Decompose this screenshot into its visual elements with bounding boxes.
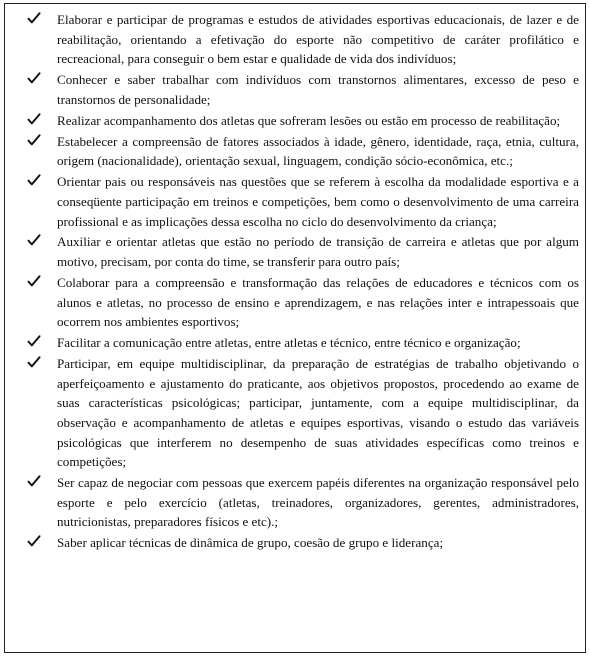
list-item: [5, 273, 585, 332]
checkmark-icon: [27, 71, 41, 85]
list-item: [5, 132, 585, 171]
list-item: [5, 333, 585, 353]
checkmark-icon: [27, 355, 41, 369]
checkmark-icon: [27, 11, 41, 25]
list-item: [5, 70, 585, 109]
list-item: [5, 354, 585, 472]
checkmark-icon: [27, 173, 41, 187]
list-item: [5, 473, 585, 532]
list-item: [5, 10, 585, 69]
list-item-text: Colaborar para a compreensão e transformação das relações de educadores e técnicos com os alunos e atletas, no processo de ensino e aprendizagem, e nas relações inter e intrapessoais que ocorrem nos ambientes esportivos;: [57, 275, 579, 330]
checkmark-icon: [27, 112, 41, 126]
list-item: [5, 172, 585, 231]
list-item-text: Participar, em equipe multidisciplinar, da preparação de estratégias de trabalho objetivando o aperfeiçoamento e ajustamento do praticante, aos objetivos propostos, procedendo ao exame de suas características psicológicas; participar, juntamente, com a equipe multidisciplinar, da observação e acompanhamento de atletas e equipes esportivas, visando o estudo das variáveis psicológicas que interferem no desempenho de suas atividades específicas como treinos e competições;: [57, 356, 579, 470]
list-item-text: Facilitar a comunicação entre atletas, entre atletas e técnico, entre técnico e organização;: [57, 335, 521, 351]
checkmark-icon: [27, 274, 41, 288]
list-item-text: Estabelecer a compreensão de fatores associados à idade, gênero, identidade, raça, etnia, cultura, origem (nacionalidade), orientação sexual, linguagem, condição sócio-econômica, etc.;: [57, 133, 579, 169]
checkmark-icon: [27, 534, 41, 548]
bordered-text-box: [4, 3, 586, 653]
list-item-text: Orientar pais ou responsáveis nas questões que se referem à escolha da modalidade esportiva e a conseqüente participação em treinos e competições, bem como o desenvolvimento de uma carreira profissional e as implicações dessa escolha no ciclo do desenvolvimento da criança;: [57, 174, 579, 229]
list-item-text: Realizar acompanhamento dos atletas que sofreram lesões ou estão em processo de reabilitação;: [57, 112, 561, 128]
checkmark-icon: [27, 334, 41, 348]
list-item-text: Elaborar e participar de programas e estudos de atividades esportivas educacionais, de lazer e de reabilitação, orientando a efetivação do esporte não competitivo de caráter profilático e recreacional, para conseguir o bem estar e qualidade de vida dos indivíduos;: [57, 12, 579, 67]
list-item: [5, 232, 585, 271]
checkmark-icon: [27, 133, 41, 147]
list-item-text: Saber aplicar técnicas de dinâmica de grupo, coesão de grupo e liderança;: [57, 535, 444, 551]
list-item-text: Ser capaz de negociar com pessoas que exercem papéis diferentes na organização responsável pelo esporte e pelo exercício (atletas, treinadores, organizadores, gerentes, administradores, nutricionistas, preparadores físicos e etc).;: [57, 475, 579, 530]
list-item-text: Auxiliar e orientar atletas que estão no período de transição de carreira e atletas que por algum motivo, precisam, por conta do time, se transferir para outro país;: [57, 234, 579, 270]
list-item-text: Conhecer e saber trabalhar com indivíduos com transtornos alimentares, excesso de peso e transtornos de personalidade;: [57, 72, 579, 107]
competency-checklist: [5, 10, 585, 554]
checkmark-icon: [27, 233, 41, 247]
list-item: [5, 533, 585, 553]
checkmark-icon: [27, 474, 41, 488]
list-item: [5, 111, 585, 131]
